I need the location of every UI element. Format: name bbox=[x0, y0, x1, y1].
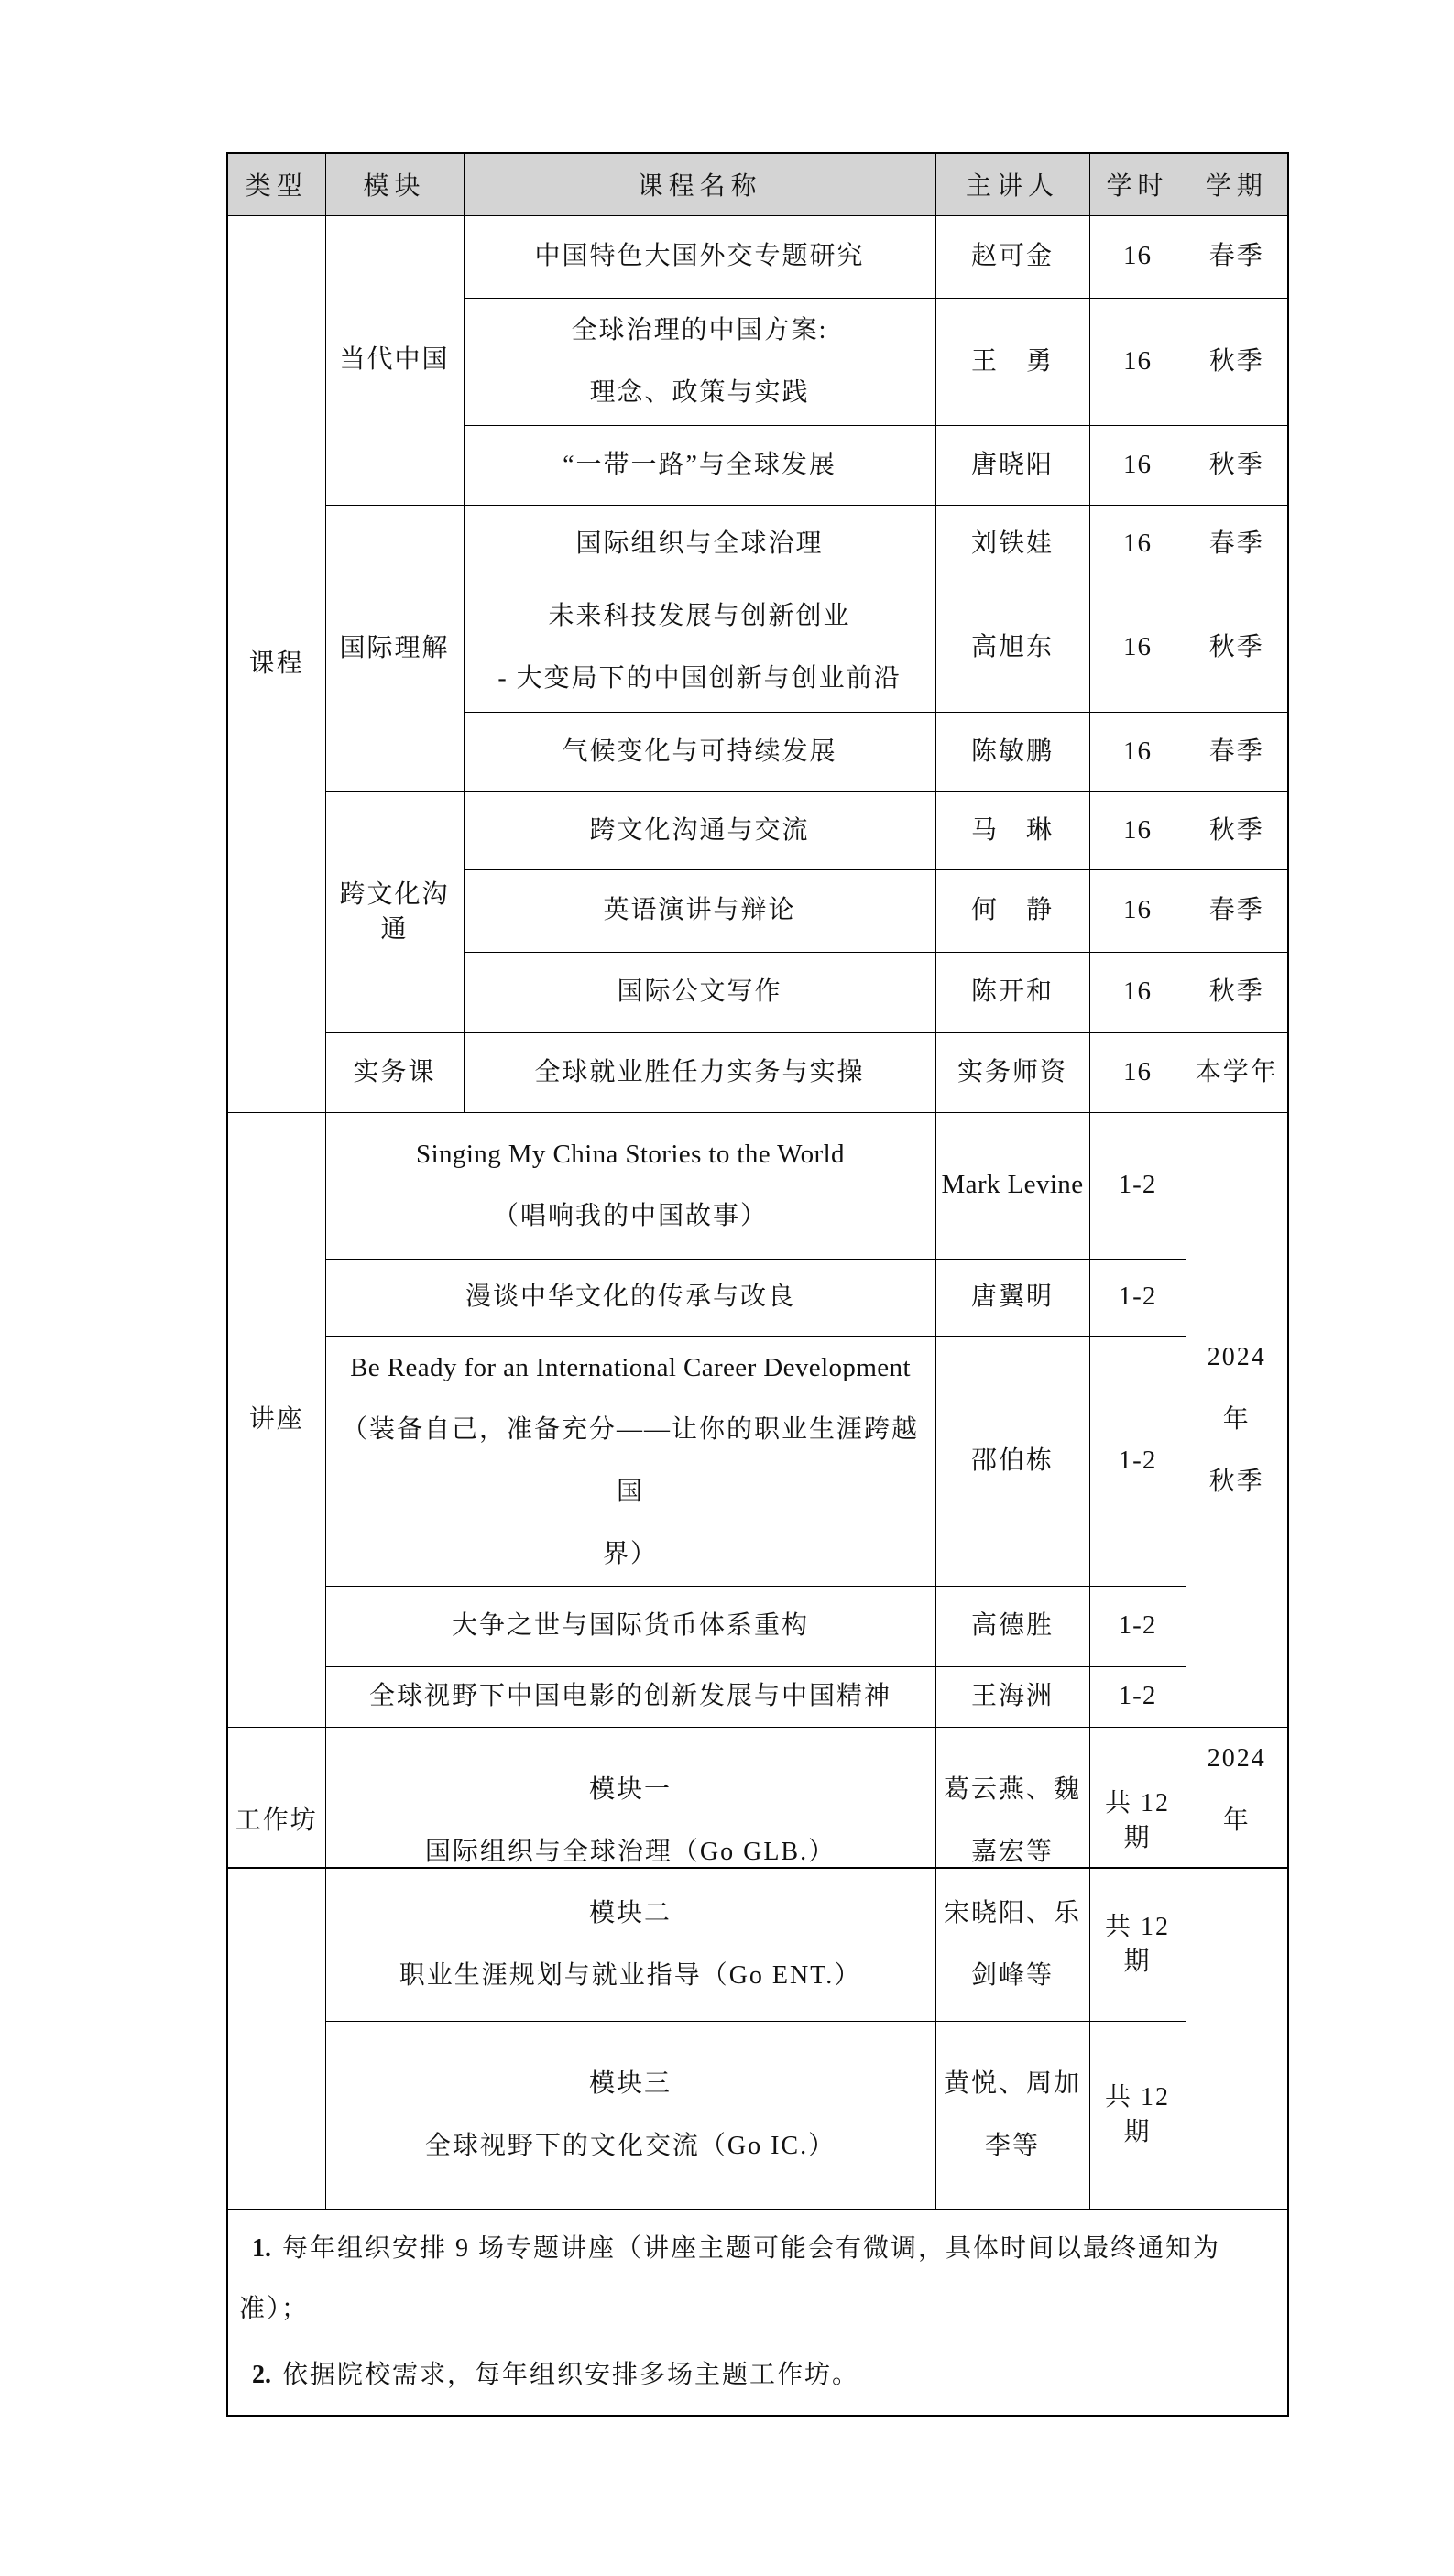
table-row bbox=[227, 791, 1288, 869]
course-name-cell bbox=[464, 298, 935, 425]
header-lecturer: 主讲人 bbox=[935, 153, 1089, 215]
semester-line: 2024 年 bbox=[1207, 1743, 1266, 1835]
lecturer-line: 葛云燕、魏 bbox=[943, 1774, 1081, 1804]
semester-cell: 本学年 bbox=[1186, 1032, 1288, 1112]
lecturer-cell: 陈敏鹏 bbox=[935, 712, 1089, 791]
workshop-name-line: 全球视野下的文化交流（Go IC.） bbox=[424, 2131, 836, 2160]
course-name-line: 全球治理的中国方案: bbox=[571, 315, 828, 344]
note-1-number: 1. bbox=[252, 2233, 271, 2263]
workshop-module-line: 模块一 bbox=[588, 1774, 672, 1804]
hours-cell: 共 12 期 bbox=[1089, 1868, 1186, 2021]
header-semester: 学期 bbox=[1186, 153, 1288, 215]
hours-cell: 16 bbox=[1089, 952, 1186, 1032]
semester-cell: 春季 bbox=[1186, 215, 1288, 298]
header-module: 模块 bbox=[325, 153, 464, 215]
hours-cell: 1-2 bbox=[1089, 1666, 1186, 1727]
semester-cell: 秋季 bbox=[1186, 952, 1288, 1032]
course-name-cell: 全球就业胜任力实务与实操 bbox=[464, 1032, 935, 1112]
module-cell-international-understanding: 国际理解 bbox=[325, 505, 464, 791]
lecturer-cell: 赵可金 bbox=[935, 215, 1089, 298]
course-name-line: - 大变局下的中国创新与创业前沿 bbox=[497, 664, 902, 693]
lecture-title-en: Singing My China Stories to the World bbox=[416, 1140, 845, 1169]
table-row bbox=[227, 1032, 1288, 1112]
empty-type-cell bbox=[227, 1868, 325, 2209]
workshop-title-cell bbox=[325, 1868, 935, 2021]
semester-cell-merged bbox=[1186, 1112, 1288, 1727]
lecture-title-cell: 全球视野下中国电影的创新发展与中国精神 bbox=[325, 1666, 935, 1727]
lecture-title-cn: 界） bbox=[602, 1539, 658, 1568]
hours-cell: 共 12 期 bbox=[1089, 2021, 1186, 2209]
workshop-name-line: 国际组织与全球治理（Go GLB.） bbox=[424, 1837, 836, 1866]
course-name-line: 未来科技发展与创新创业 bbox=[548, 602, 851, 630]
hours-cell: 共 12 期 bbox=[1089, 1727, 1186, 1916]
lecturer-cell: 邵伯栋 bbox=[935, 1336, 1089, 1586]
semester-cell: 秋季 bbox=[1186, 584, 1288, 712]
course-name-cell bbox=[464, 584, 935, 712]
note-2-text: 依据院校需求，每年组织安排多场主题工作坊。 bbox=[282, 2360, 860, 2389]
note-1 bbox=[239, 2219, 1233, 2340]
empty-semester-cell bbox=[1186, 1868, 1288, 2209]
header-type: 类型 bbox=[227, 153, 325, 215]
course-name-cell: 国际公文写作 bbox=[464, 952, 935, 1032]
lecturer-cell: 实务师资 bbox=[935, 1032, 1089, 1112]
semester-line: 秋季 bbox=[1208, 1467, 1264, 1496]
hours-cell: 16 bbox=[1089, 791, 1186, 869]
notes-cell bbox=[227, 2209, 1288, 2416]
course-name-line: 理念、政策与实践 bbox=[589, 377, 810, 407]
table-row bbox=[227, 1259, 1288, 1336]
course-name-cell: 国际组织与全球治理 bbox=[464, 505, 935, 584]
semester-cell: 秋季 bbox=[1186, 425, 1288, 505]
course-name-cell: 中国特色大国外交专题研究 bbox=[464, 215, 935, 298]
lecturer-cell: 王海洲 bbox=[935, 1666, 1089, 1727]
type-cell-course: 课程 bbox=[227, 215, 325, 1112]
table-row bbox=[227, 1336, 1288, 1586]
lecturer-cell: 刘铁娃 bbox=[935, 505, 1089, 584]
type-cell-workshop: 工作坊 bbox=[227, 1727, 325, 1916]
hours-cell: 1-2 bbox=[1089, 1259, 1186, 1336]
note-2-number: 2. bbox=[252, 2360, 271, 2389]
table-row bbox=[227, 2021, 1288, 2209]
lecturer-line: 李等 bbox=[984, 2131, 1040, 2160]
hours-cell: 16 bbox=[1089, 584, 1186, 712]
lecturer-cell: 唐晓阳 bbox=[935, 425, 1089, 505]
module-cell-practical: 实务课 bbox=[325, 1032, 464, 1112]
lecture-title-cell bbox=[325, 1112, 935, 1259]
lecturer-line: 剑峰等 bbox=[970, 1960, 1054, 1990]
lecturer-line: 嘉宏等 bbox=[970, 1837, 1054, 1866]
lecture-title-cell bbox=[325, 1336, 935, 1586]
hours-cell: 16 bbox=[1089, 298, 1186, 425]
note-1-text: 每年组织安排 9 场专题讲座（讲座主题可能会有微调，具体时间以最终通知为准）； bbox=[239, 2233, 1221, 2323]
table-row bbox=[227, 505, 1288, 584]
lecturer-cell: Mark Levine bbox=[935, 1112, 1089, 1259]
course-name-cell: 气候变化与可持续发展 bbox=[464, 712, 935, 791]
table-header-row bbox=[227, 153, 1288, 215]
lecturer-cell: 陈开和 bbox=[935, 952, 1089, 1032]
lecturer-cell: 王 勇 bbox=[935, 298, 1089, 425]
semester-cell: 春季 bbox=[1186, 869, 1288, 952]
hours-cell: 16 bbox=[1089, 425, 1186, 505]
table-row bbox=[227, 215, 1288, 298]
lecture-title-cn: （唱响我的中国故事） bbox=[492, 1202, 768, 1230]
header-course-name: 课程名称 bbox=[464, 153, 935, 215]
lecturer-cell: 唐翼明 bbox=[935, 1259, 1089, 1336]
lecturer-cell bbox=[935, 1868, 1089, 2021]
module-cell-contemporary-china: 当代中国 bbox=[325, 215, 464, 505]
table-row bbox=[227, 1112, 1288, 1259]
lecturer-cell bbox=[935, 2021, 1089, 2209]
lecture-title-cell: 漫谈中华文化的传承与改良 bbox=[325, 1259, 935, 1336]
table-row bbox=[227, 1586, 1288, 1666]
lecturer-cell: 马 琳 bbox=[935, 791, 1089, 869]
hours-cell: 16 bbox=[1089, 215, 1186, 298]
lecturer-line: 黄悦、周加 bbox=[943, 2068, 1081, 2098]
lecture-title-cn: （装备自己，准备充分——让你的职业生涯跨越国 bbox=[341, 1414, 919, 1506]
lecture-title-en: Be Ready for an International Career Development bbox=[350, 1352, 911, 1382]
semester-cell: 秋季 bbox=[1186, 791, 1288, 869]
table-row bbox=[227, 1666, 1288, 1727]
semester-cell: 春季 bbox=[1186, 712, 1288, 791]
hours-cell: 1-2 bbox=[1089, 1112, 1186, 1259]
semester-line: 2024 年 bbox=[1207, 1342, 1266, 1434]
hours-cell: 16 bbox=[1089, 505, 1186, 584]
hours-cell: 16 bbox=[1089, 1032, 1186, 1112]
hours-cell: 1-2 bbox=[1089, 1336, 1186, 1586]
course-name-cell: 跨文化沟通与交流 bbox=[464, 791, 935, 869]
module-cell-cross-cultural: 跨文化沟通 bbox=[325, 791, 464, 1032]
lecturer-cell: 高旭东 bbox=[935, 584, 1089, 712]
lecturer-line: 宋晓阳、乐 bbox=[943, 1898, 1081, 1927]
lecture-title-cell: 大争之世与国际货币体系重构 bbox=[325, 1586, 935, 1666]
course-schedule-table bbox=[226, 152, 1289, 1916]
notes-row bbox=[227, 2209, 1288, 2416]
course-name-cell: 英语演讲与辩论 bbox=[464, 869, 935, 952]
lecturer-cell: 何 静 bbox=[935, 869, 1089, 952]
lecturer-cell: 高德胜 bbox=[935, 1586, 1089, 1666]
course-name-cell: “一带一路”与全球发展 bbox=[464, 425, 935, 505]
note-2 bbox=[239, 2345, 1233, 2406]
workshop-module-line: 模块二 bbox=[588, 1898, 672, 1927]
hours-cell: 16 bbox=[1089, 869, 1186, 952]
workshop-schedule-table-continued bbox=[226, 1867, 1289, 2417]
type-cell-lecture: 讲座 bbox=[227, 1112, 325, 1727]
table-row bbox=[227, 1868, 1288, 2021]
semester-cell: 秋季 bbox=[1186, 298, 1288, 425]
header-hours: 学时 bbox=[1089, 153, 1186, 215]
hours-cell: 1-2 bbox=[1089, 1586, 1186, 1666]
workshop-title-cell bbox=[325, 2021, 935, 2209]
workshop-name-line: 职业生涯规划与就业指导（Go ENT.） bbox=[399, 1960, 862, 1990]
hours-cell: 16 bbox=[1089, 712, 1186, 791]
semester-cell: 春季 bbox=[1186, 505, 1288, 584]
workshop-module-line: 模块三 bbox=[588, 2068, 672, 2098]
